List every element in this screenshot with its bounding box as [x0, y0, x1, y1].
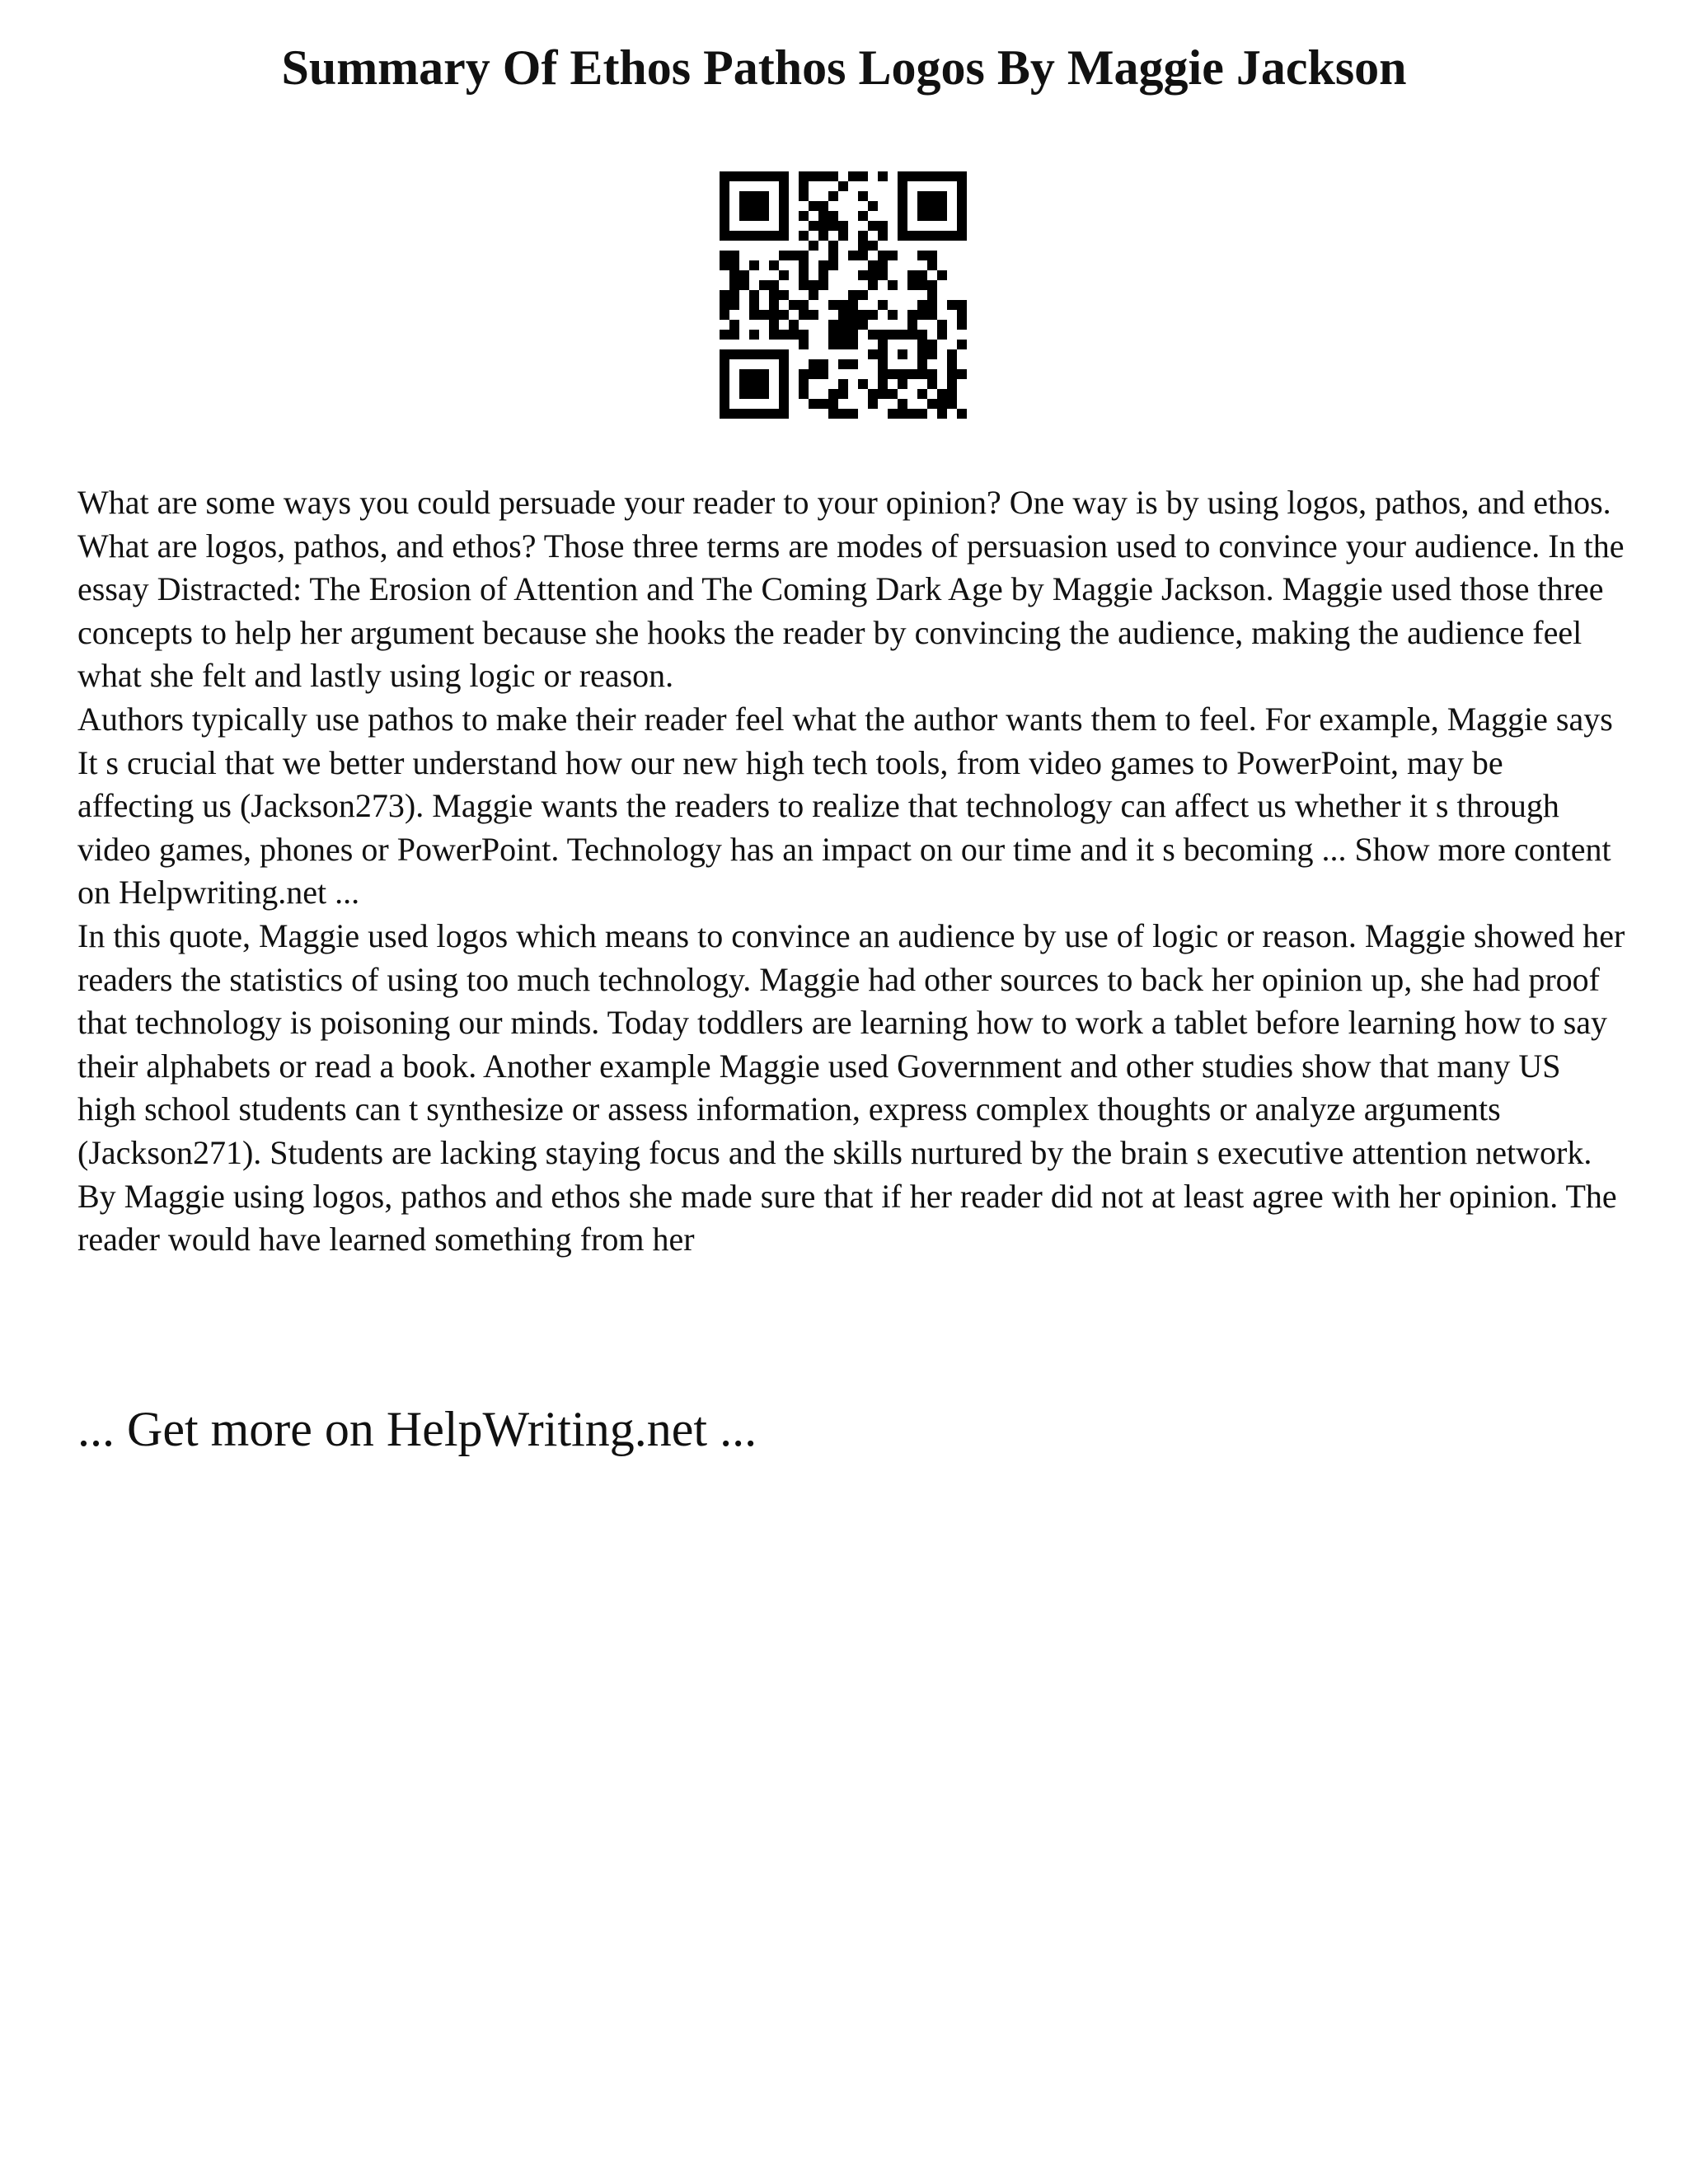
- get-more-link[interactable]: ... Get more on HelpWriting.net ...: [77, 1402, 757, 1456]
- page-title: Summary Of Ethos Pathos Logos By Maggie Jackson: [281, 40, 1407, 95]
- paragraph-intro: What are some ways you could persuade your reader to your opinion? One way is by using logos, pathos, and ethos. What are logos, pathos, and ethos? Those three terms are modes of persuasion used to convince your audience. In the essay Distracted: The Erosion of Attention and The Coming Dark Age by Maggie Jackson. Maggie used those three concepts to help her argument because she hooks the reader by convincing the audience, making the audience feel what she felt and lastly using logic or reason.: [77, 484, 1625, 695]
- document-body: [77, 481, 1627, 1262]
- qr-code-icon: [720, 171, 967, 419]
- paragraph-pathos: Authors typically use pathos to make their reader feel what the author wants them to feel. For example, Maggie says It s crucial that we better understand how our new high tech tools, from video games to PowerPoint, may be affecting us (Jackson273). Maggie wants the readers to realize that technology can affect us whether it s through video games, phones or PowerPoint. Technology has an impact on our time and it s becoming ... Show more content on Helpwriting.net ...: [77, 700, 1613, 912]
- paragraph-logos: In this quote, Maggie used logos which means to convince an audience by use of logic or reason. Maggie showed her readers the statistics of using too much technology. Maggie had other sources to back her opinion up, she had proof that technology is poisoning our minds. Today toddlers are learning how to work a tablet before learning how to say their alphabets or read a book. Another example Maggie used Government and other studies show that many US high school students can t synthesize or assess information, express complex thoughts or analyze arguments (Jackson271). Students are lacking staying focus and the skills nurtured by the brain s executive attention network. By Maggie using logos, pathos and ethos she made sure that if her reader did not at least agree with her opinion. The reader would have learned something from her: [77, 916, 1625, 1258]
